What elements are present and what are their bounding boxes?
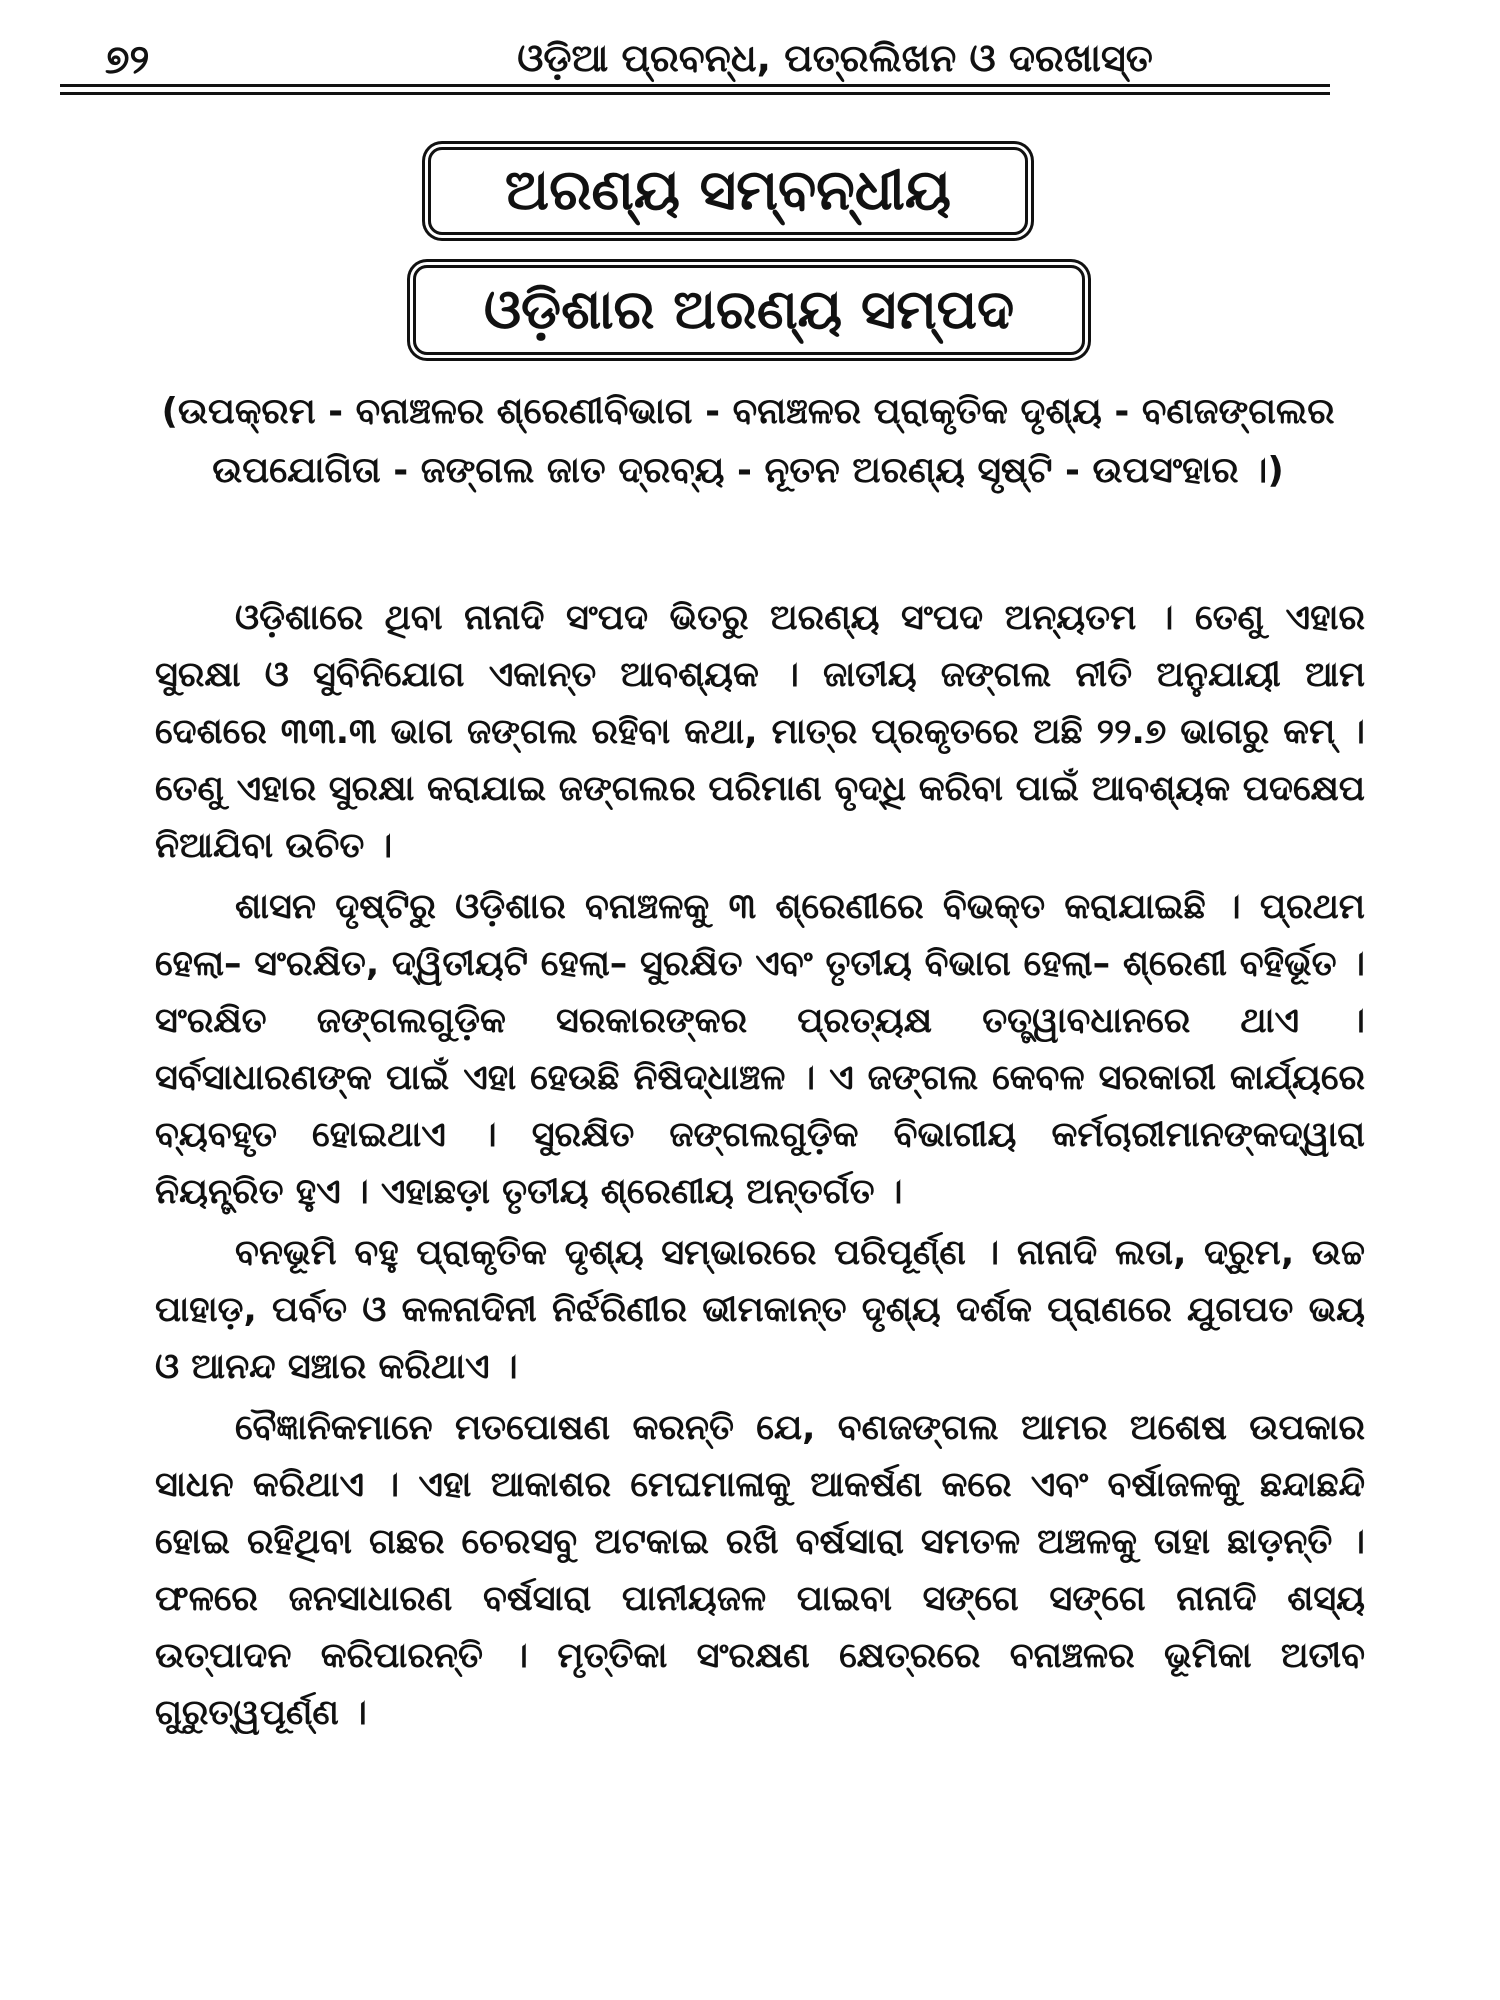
running-title: ଓଡ଼ିଆ ପ୍ରବନ୍ଧ, ପତ୍ରଲିଖନ ଓ ଦରଖାସ୍ତ <box>517 36 1153 80</box>
paragraph: ଓଡ଼ିଶାରେ ଥିବା ନାନାଦି ସଂପଦ ଭିତରୁ ଅରଣ୍ୟ ସଂପଦ ଅନ୍ୟତମ । ତେଣୁ ଏହାର ସୁରକ୍ଷା ଓ ସୁବିନିଯୋଗ ଏକାନ୍ତ ଆବଶ୍ୟକ । ଜାତୀୟ ଜଙ୍ଗଲ ନୀତି ଅନୁଯାୟୀ ଆମ ଦେଶରେ ୩୩.୩ ଭାଗ ଜଙ୍ଗଲ ରହିବା କଥା, ମାତ୍ର ପ୍ରକୃତରେ ଅଛି ୨୨.୭ ଭାଗରୁ କମ୍ । ତେଣୁ ଏହାର ସୁରକ୍ଷା କରାଯାଇ ଜଙ୍ଗଲର ପରିମାଣ ବୃଦ୍ଧି କରିବା ପାଇଁ ଆବଶ୍ୟକ ପଦକ୍ଷେପ ନିଆଯିବା ଉଚିତ । <box>155 598 1365 866</box>
essay-title: ଓଡ଼ିଶାର ଅରଣ୍ୟ ସମ୍ପଦ <box>413 265 1085 355</box>
header-rule <box>60 92 1330 95</box>
paragraph: ବନଭୂମି ବହୁ ପ୍ରାକୃତିକ ଦୃଶ୍ୟ ସମ୍ଭାରରେ ପରିପୂର୍ଣ୍ଣ । ନାନାଦି ଲତା, ଦ୍ରୁମ, ଉଚ୍ଚ ପାହାଡ଼, ପର୍ବତ ଓ କଳନାଦିନୀ ନିର୍ଝରିଣୀର ଭୀମକାନ୍ତ ଦୃଶ୍ୟ ଦର୍ଶକ ପ୍ରାଣରେ ଯୁଗପତ ଭୟ ଓ ଆନନ୍ଦ ସଞ୍ଚାର କରିଥାଏ । <box>155 1233 1365 1387</box>
essay-body <box>155 590 1365 1746</box>
header-rule <box>60 84 1330 87</box>
paragraph: ଶାସନ ଦୃଷ୍ଟିରୁ ଓଡ଼ିଶାର ବନାଞ୍ଚଳକୁ ୩ ଶ୍ରେଣୀରେ ବିଭକ୍ତ କରାଯାଇଛି । ପ୍ରଥମ ହେଲା– ସଂରକ୍ଷିତ, ଦ୍ୱିତୀୟଟି ହେଲା– ସୁରକ୍ଷିତ ଏବଂ ତୃତୀୟ ବିଭାଗ ହେଲା– ଶ୍ରେଣୀ ବହିର୍ଭୂତ । ସଂରକ୍ଷିତ ଜଙ୍ଗଲଗୁଡ଼ିକ ସରକାରଙ୍କର ପ୍ରତ୍ୟକ୍ଷ ତତ୍ତ୍ୱାବଧାନରେ ଥାଏ । ସର୍ବସାଧାରଣଙ୍କ ପାଇଁ ଏହା ହେଉଛି ନିଷିଦ୍ଧାଞ୍ଚଳ । ଏ ଜଙ୍ଗଲ କେବଳ ସରକାରୀ କାର୍ଯ୍ୟରେ ବ୍ୟବହୃତ ହୋଇଥାଏ । ସୁରକ୍ଷିତ ଜଙ୍ଗଲଗୁଡ଼ିକ ବିଭାଗୀୟ କର୍ମଚାରୀମାନଙ୍କଦ୍ୱାରା ନିୟନ୍ତ୍ରିତ ହୁଏ । ଏହାଛଡ଼ା ତୃତୀୟ ଶ୍ରେଣୀୟ ଅନ୍ତର୍ଗତ । <box>155 887 1365 1212</box>
section-title: ଅରଣ୍ୟ ସମ୍ବନ୍ଧୀୟ <box>428 147 1028 235</box>
page-number: ୭୨ <box>105 37 150 83</box>
page-header <box>95 28 1355 88</box>
essay-outline: (ଉପକ୍ରମ - ବନାଞ୍ଚଳର ଶ୍ରେଣୀବିଭାଗ - ବନାଞ୍ଚଳର ପ୍ରାକୃତିକ ଦୃଶ୍ୟ - ବଣଜଙ୍ଗଲର ଉପଯୋଗିତା - ଜଙ୍ଗଲ ଜାତ ଦ୍ରବ୍ୟ - ନୂତନ ଅରଣ୍ୟ ସୃଷ୍ଟି - ଉପସଂହାର ।) <box>161 391 1335 491</box>
paragraph: ବୈଜ୍ଞାନିକମାନେ ମତପୋଷଣ କରନ୍ତି ଯେ, ବଣଜଙ୍ଗଲ ଆମର ଅଶେଷ ଉପକାର ସାଧନ କରିଥାଏ । ଏହା ଆକାଶର ମେଘମାଳାକୁ ଆକର୍ଷଣ କରେ ଏବଂ ବର୍ଷାଜଳକୁ ଛନ୍ଦାଛନ୍ଦି ହୋଇ ରହିଥିବା ଗଛର ଚେରସବୁ ଅଟକାଇ ରଖି ବର୍ଷସାରା ସମତଳ ଅଞ୍ଚଳକୁ ତାହା ଛାଡ଼ନ୍ତି । ଫଳରେ ଜନସାଧାରଣ ବର୍ଷସାରା ପାନୀୟଜଳ ପାଇବା ସଙ୍ଗେ ସଙ୍ଗେ ନାନାଦି ଶସ୍ୟ ଉତ୍ପାଦନ କରିପାରନ୍ତି । ମୃତ୍ତିକା ସଂରକ୍ଷଣ କ୍ଷେତ୍ରରେ ବନାଞ୍ଚଳର ଭୂମିକା ଅତୀବ ଗୁରୁତ୍ୱପୂର୍ଣ୍ଣ । <box>155 1408 1365 1733</box>
